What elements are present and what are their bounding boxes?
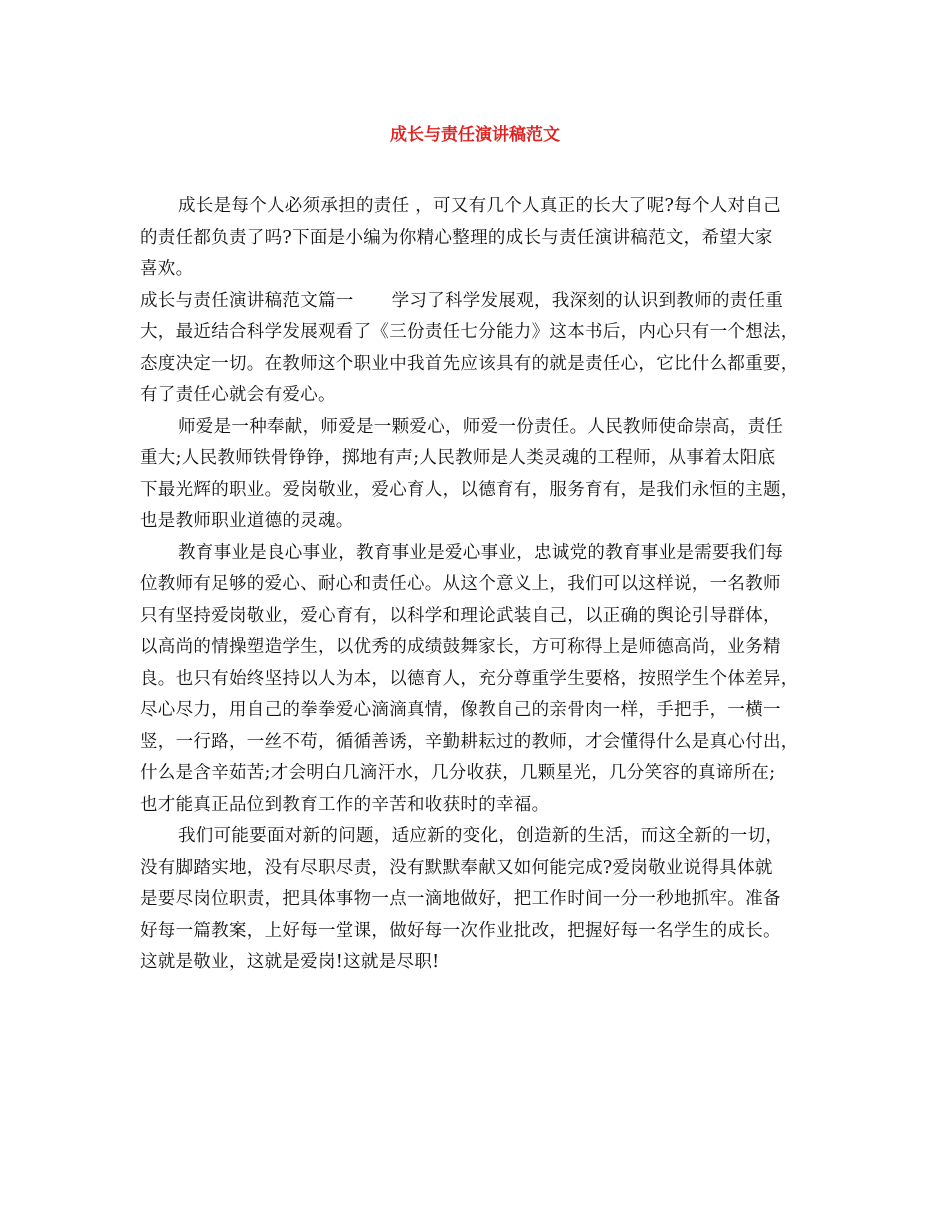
text-line <box>140 254 840 286</box>
text-line <box>140 790 840 822</box>
text-line-content: 下最光辉的职业。爱岗敬业，爱心育人，以德育有，服务育有，是我们永恒的主题， <box>140 479 799 500</box>
text-line-content: 重大;人民教师铁骨铮铮，掷地有声;人民教师是人类灵魂的工程师，从事着太阳底 <box>140 448 776 468</box>
text-line-content: 喜欢。 <box>140 259 194 279</box>
text-line-content: 良。也只有始终坚持以人为本，以德育人，充分尊重学生要格，按照学生个体差异， <box>140 668 799 689</box>
text-line <box>140 317 840 349</box>
text-line <box>140 758 840 790</box>
text-line-content: 成长是每个人必须承担的责任 ，可又有几个人真正的长大了呢?每个人对自己 <box>178 196 781 216</box>
text-line-continuation: 学习了科学发展观，我深刻的认识到教师的责任重 <box>391 290 784 311</box>
text-line <box>140 349 840 381</box>
text-line <box>140 695 840 727</box>
text-line-content: 竖，一行路，一丝不苟，循循善诱，辛勤耕耘过的教师，才会懂得什么是真心付出， <box>140 731 799 752</box>
text-line <box>140 947 840 979</box>
text-line <box>140 286 840 318</box>
text-line-content: 只有坚持爱岗敬业，爱心育有，以科学和理论武装自己，以正确的舆论引导群体， <box>140 605 781 626</box>
text-line <box>140 538 840 570</box>
text-line-content: 是要尽岗位职责，把具体事物一点一滴地做好，把工作时间一分一秒地抓牢。准备 <box>140 889 781 909</box>
text-line-content: 这就是敬业，这就是爱岗!这就是尽职! <box>140 952 440 972</box>
text-line-content: 以高尚的情操塑造学生，以优秀的成绩鼓舞家长，方可称得上是师德高尚，业务精 <box>140 637 781 657</box>
text-line <box>140 884 840 916</box>
text-line-content: 成长与责任演讲稿范文篇一 <box>140 290 354 311</box>
text-line <box>140 223 840 255</box>
text-line-content: 也是教师职业道德的灵魂。 <box>140 511 354 531</box>
text-line <box>140 475 840 507</box>
text-line <box>140 601 840 633</box>
text-line <box>140 664 840 696</box>
text-line-content: 尽心尽力，用自己的拳拳爱心滴滴真情，像教自己的亲骨肉一样，手把手，一横一 <box>140 700 781 720</box>
text-line <box>140 632 840 664</box>
text-line-content: 的责任都负责了吗?下面是小编为你精心整理的成长与责任演讲稿范文，希望大家 <box>140 227 773 248</box>
text-line <box>140 853 840 885</box>
text-line-content: 也才能真正品位到教育工作的辛苦和收获时的幸福。 <box>140 794 550 815</box>
text-line-content: 态度决定一切。在教师这个职业中我首先应该具有的就是责任心，它比什么都重要， <box>140 353 799 374</box>
document-title: 成长与责任演讲稿范文 <box>390 125 560 145</box>
text-line-content: 大，最近结合科学发展观看了《三份责任七分能力》这本书后，内心只有一个想法， <box>140 322 799 342</box>
text-line <box>140 569 840 601</box>
text-line <box>140 506 840 538</box>
text-line-content: 师爱是一种奉献，师爱是一颗爱心，师爱一份责任。人民教师使命崇高，责任 <box>178 416 784 437</box>
text-line-content: 没有脚踏实地，没有尽职尽责，没有默默奉献又如何能完成?爱岗敬业说得具体就 <box>140 857 773 878</box>
text-line-content: 教育事业是良心事业，教育事业是爱心事业，忠诚党的教育事业是需要我们每 <box>178 542 784 563</box>
text-line <box>140 191 840 223</box>
text-line <box>140 380 840 412</box>
text-line-content: 什么是含辛茹苦;才会明白几滴汗水，几分收获，几颗星光，几分笑容的真谛所在; <box>140 763 776 783</box>
document-body <box>140 191 840 979</box>
text-line-content: 好每一篇教案，上好每一堂课，做好每一次作业批改，把握好每一名学生的成长。 <box>140 920 781 941</box>
text-line-content: 我们可能要面对新的问题，适应新的变化，创造新的生活，而这全新的一切， <box>178 826 784 846</box>
text-line <box>140 821 840 853</box>
text-line <box>140 412 840 444</box>
text-line-content: 位教师有足够的爱心、耐心和责任心。从这个意义上，我们可以这样说，一名教师 <box>140 574 781 594</box>
text-line <box>140 916 840 948</box>
text-line <box>140 443 840 475</box>
text-line <box>140 727 840 759</box>
text-line-content: 有了责任心就会有爱心。 <box>140 385 336 405</box>
